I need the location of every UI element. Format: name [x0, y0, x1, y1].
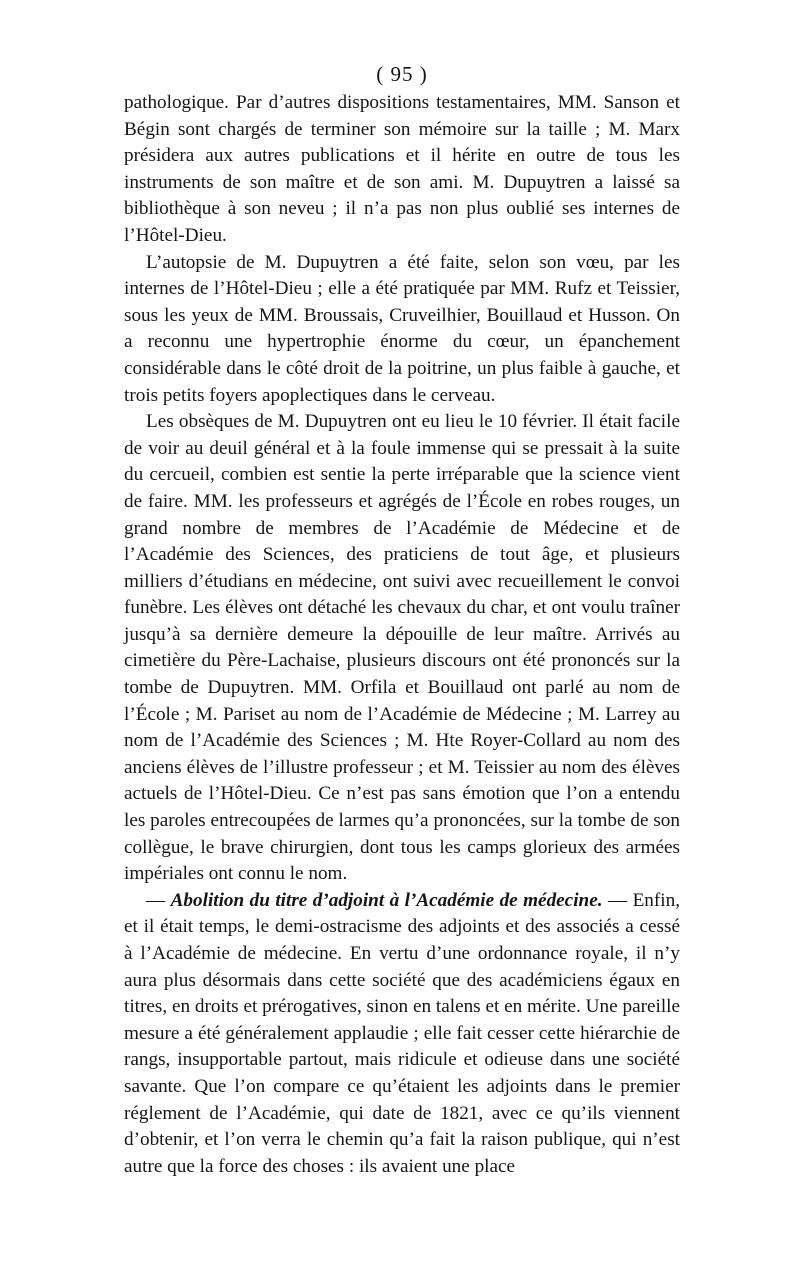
- section-body: Enfin, et il était temps, le demi-ostracisme des adjoints et des associés a cessé à l’Académie de médecine. En vertu d’une ordonnance royale, il n’y aura plus désormais dans cette société que des académiciens égaux en titres, en droits et prérogatives, sinon en talens et en mérite. Une pareille mesure a été généralement applaudie ; elle fait cesser cette hiérarchie de rangs, insupportable partout, mais ridicule et odieuse dans une société savante. Que l’on compare ce qu’étaient les adjoints dans le premier réglement de l’Académie, qui date de 1821, avec ce qu’ils viennent d’obtenir, et l’on verra le chemin qu’a fait la raison publique, qui n’est autre que la force des choses : ils avaient une place: [124, 889, 681, 1177]
- book-page: [124, 60, 680, 1180]
- paragraph-autopsy: L’autopsie de M. Dupuytren a été faite, selon son vœu, par les internes de l’Hôtel-Dieu ; elle a été pratiquée par MM. Rufz et Teissier, sous les yeux de MM. Broussais, Cruveilhier, Bouillaud et Husson. On a reconnu une hypertrophie énorme du cœur, un épanchement considérable dans le côté droit de la poitrine, un plus faible à gauche, et trois petits foyers apoplectiques dans le cerveau.: [124, 251, 680, 406]
- paragraph-testament: pathologique. Par d’autres dispositions testamentaires, MM. Sanson et Bégin sont chargés de terminer son mémoire sur la taille ; M. Marx présidera aux autres publications et il hérite en outre de tous les instruments de son maître et de son ami. M. Dupuytren a laissé sa bibliothèque à son neveu ; il n’a pas non plus oublié ses internes de l’Hôtel-Dieu.: [124, 92, 680, 246]
- paragraph-funeral: Les obsèques de M. Dupuytren ont eu lieu le 10 février. Il était facile de voir au deuil général et à la foule immense qui se pressait à la suite du cercueil, combien est sentie la perte irréparable que la science vient de faire. MM. les professeurs et agrégés de l’École en robes rouges, un grand nombre de membres de l’Académie de Médecine et de l’Académie des Sciences, des praticiens de tout âge, et plusieurs milliers d’étudians en médecine, ont suivi avec recueillement le convoi funèbre. Les élèves ont détaché les chevaux du char, et ont voulu traîner jusqu’à sa dernière demeure la dépouille de leur maître. Arrivés au cimetière du Père-Lachaise, plusieurs discours ont été prononcés sur la tombe de Dupuytren. MM. Orfila et Bouillaud ont parlé au nom de l’École ; M. Pariset au nom de l’Académie de Médecine ; M. Larrey au nom de l’Académie des Sciences ; M. Hte Royer-Collard au nom des anciens élèves de l’illustre professeur ; et M. Teissier au nom des élèves actuels de l’Hôtel-Dieu. Ce n’est pas sans émotion que l’on a entendu les paroles entrecoupées de larmes qu’a prononcées, sur la tombe de son collègue, le brave chirurgien, dont tous les camps glorieux des armées impériales ont connu le nom.: [124, 411, 680, 885]
- page-number: ( 95 ): [376, 62, 428, 86]
- section-dash-open: —: [146, 889, 166, 911]
- section-heading: Abolition du titre d’adjoint à l’Académie de médecine.: [170, 889, 603, 911]
- paragraph-abolition: [124, 888, 680, 1181]
- section-dash-close: —: [607, 889, 628, 911]
